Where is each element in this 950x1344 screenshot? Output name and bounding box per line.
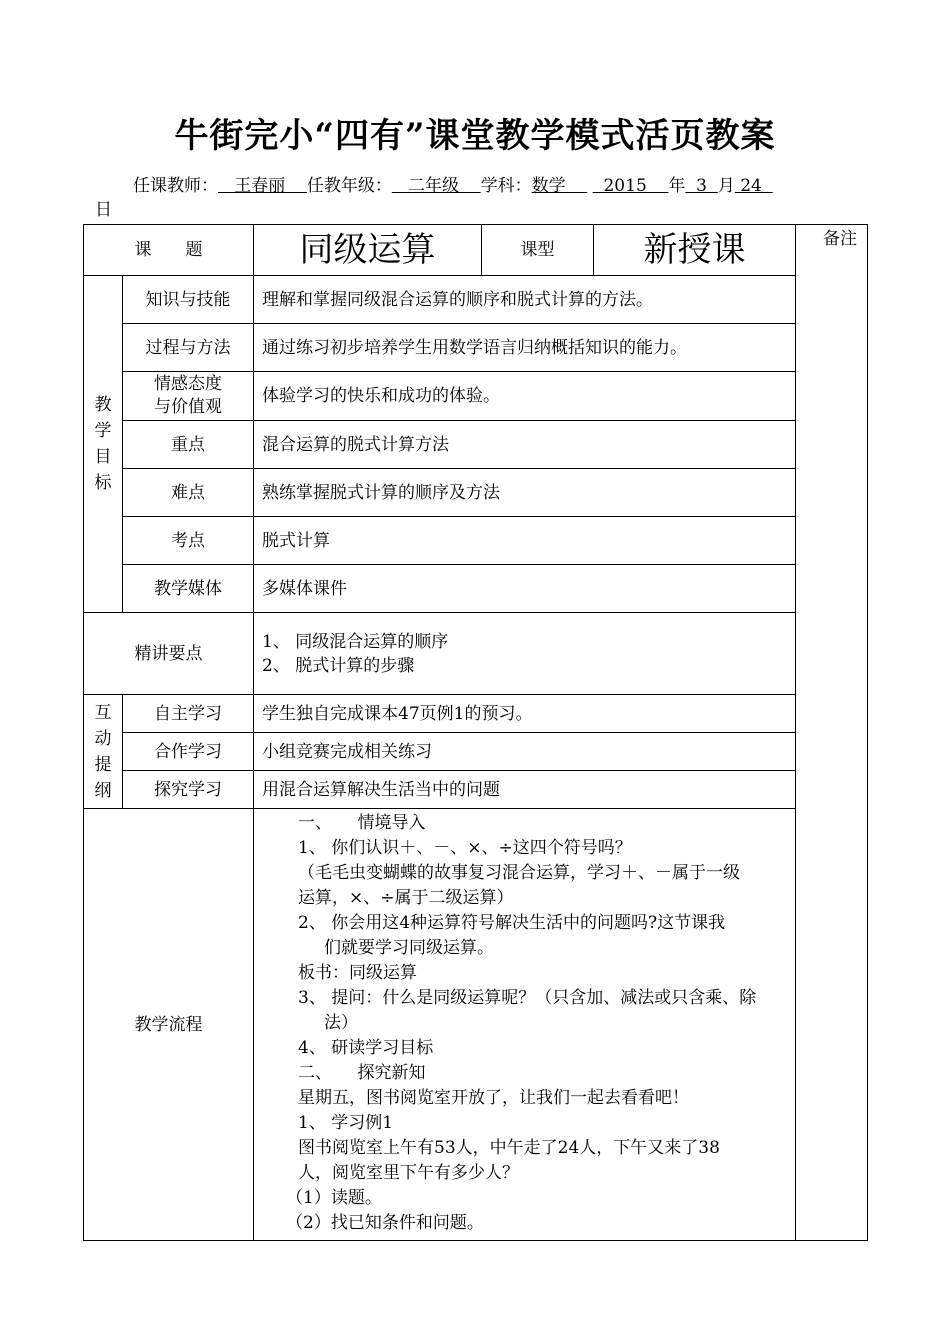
process-row — [84, 809, 868, 1241]
goal-row — [84, 276, 868, 324]
key-points-content — [254, 613, 796, 695]
goal-row — [84, 372, 868, 421]
process-line: 运算，×、÷属于二级运算） — [298, 888, 514, 908]
interaction-content: 学生独自完成课本47页例1的预习。 — [254, 695, 796, 733]
goal-row — [84, 565, 868, 613]
interaction-label: 自主学习 — [123, 695, 254, 733]
goal-label: 教学媒体 — [123, 565, 254, 613]
goal-content: 体验学习的快乐和成功的体验。 — [254, 372, 796, 421]
page-title: 牛街完小“四有”课堂教学模式活页教案 — [174, 116, 776, 156]
process-label: 教学流程 — [84, 809, 254, 1241]
year-label: 年 — [668, 176, 686, 196]
topic-value: 同级运算 — [254, 225, 482, 276]
goal-row — [84, 324, 868, 372]
goal-row — [84, 517, 868, 565]
teacher-name: 王春丽 — [218, 176, 307, 196]
goal-row — [84, 469, 868, 517]
day-label: 日 — [95, 200, 112, 220]
process-line: 2、 你会用这4种运算符号解决生活中的问题吗?这节课我 — [298, 913, 726, 933]
goal-content: 混合运算的脱式计算方法 — [254, 421, 796, 469]
process-line: 一、 情境导入 — [298, 813, 426, 833]
goal-label: 知识与技能 — [123, 276, 254, 324]
subject-label: 学科： — [480, 176, 532, 196]
interaction-label: 探究学习 — [123, 771, 254, 809]
key-point-item: 2、 脱式计算的步骤 — [262, 655, 415, 676]
process-line: 3、 提问：什么是同级运算呢？（只含加、减法或只含乘、除 — [298, 988, 757, 1008]
month-label: 月 — [717, 176, 735, 196]
interaction-row — [84, 771, 868, 809]
note-label: 备注 — [823, 229, 857, 249]
goal-label: 难点 — [123, 469, 254, 517]
teacher-info-line — [95, 174, 875, 222]
key-point-item: 1、 同级混合运算的顺序 — [262, 631, 449, 652]
process-line: 人，阅览室里下午有多少人？ — [298, 1163, 519, 1183]
process-line: 星期五，图书阅览室开放了，让我们一起去看看吧！ — [298, 1088, 689, 1108]
goal-content: 熟练掌握脱式计算的顺序及方法 — [254, 469, 796, 517]
goals-group-label: 教学目标 — [84, 276, 123, 613]
interaction-label: 合作学习 — [123, 733, 254, 771]
goal-label: 考点 — [123, 517, 254, 565]
process-content — [254, 809, 796, 1241]
goal-content: 理解和掌握同级混合运算的顺序和脱式计算的方法。 — [254, 276, 796, 324]
key-points-row — [84, 613, 868, 695]
goal-label: 情感态度与价值观 — [123, 372, 254, 421]
goal-content: 通过练习初步培养学生用数学语言归纳概括知识的能力。 — [254, 324, 796, 372]
type-value: 新授课 — [594, 225, 796, 276]
interaction-row — [84, 733, 868, 771]
process-line: 1、 学习例1 — [298, 1113, 394, 1133]
interaction-group-label: 互动提纲 — [84, 695, 123, 809]
process-line: （2）找已知条件和问题。 — [286, 1213, 484, 1233]
note-column — [796, 225, 868, 1241]
process-line: 们就要学习同级运算。 — [324, 938, 494, 958]
teacher-label: 任课教师： — [133, 176, 218, 196]
interaction-content: 小组竞赛完成相关练习 — [254, 733, 796, 771]
process-line: 1、 你们认识＋、－、×、÷这四个符号吗？ — [298, 838, 632, 858]
grade-label: 任教年级： — [306, 176, 392, 196]
process-line: 图书阅览室上午有53人，中午走了24人，下午又来了38 — [298, 1138, 720, 1158]
process-line: （毛毛虫变蝴蝶的故事复习混合运算，学习＋、－属于一级 — [298, 863, 740, 883]
year-value: 2015 — [592, 176, 669, 196]
goal-content: 脱式计算 — [254, 517, 796, 565]
process-line: 板书：同级运算 — [298, 963, 417, 983]
subject-value: 数学 — [531, 176, 588, 196]
day-value: 24 — [734, 176, 773, 196]
grade-value: 二年级 — [391, 176, 481, 196]
goal-content: 多媒体课件 — [254, 565, 796, 613]
goal-label: 过程与方法 — [123, 324, 254, 372]
process-line: 法） — [324, 1013, 358, 1033]
key-points-label: 精讲要点 — [84, 613, 254, 695]
interaction-row — [84, 695, 868, 733]
process-line: 4、 研读学习目标 — [298, 1038, 434, 1058]
goal-label: 重点 — [123, 421, 254, 469]
type-label: 课型 — [482, 225, 594, 276]
process-line: 二、 探究新知 — [298, 1063, 426, 1083]
goal-row — [84, 421, 868, 469]
lesson-plan-table — [83, 224, 868, 1241]
process-line: （1）读题。 — [286, 1188, 382, 1208]
interaction-content: 用混合运算解决生活当中的问题 — [254, 771, 796, 809]
topic-row — [84, 225, 868, 276]
topic-label: 课 题 — [84, 225, 254, 276]
month-value: 3 — [685, 176, 718, 196]
